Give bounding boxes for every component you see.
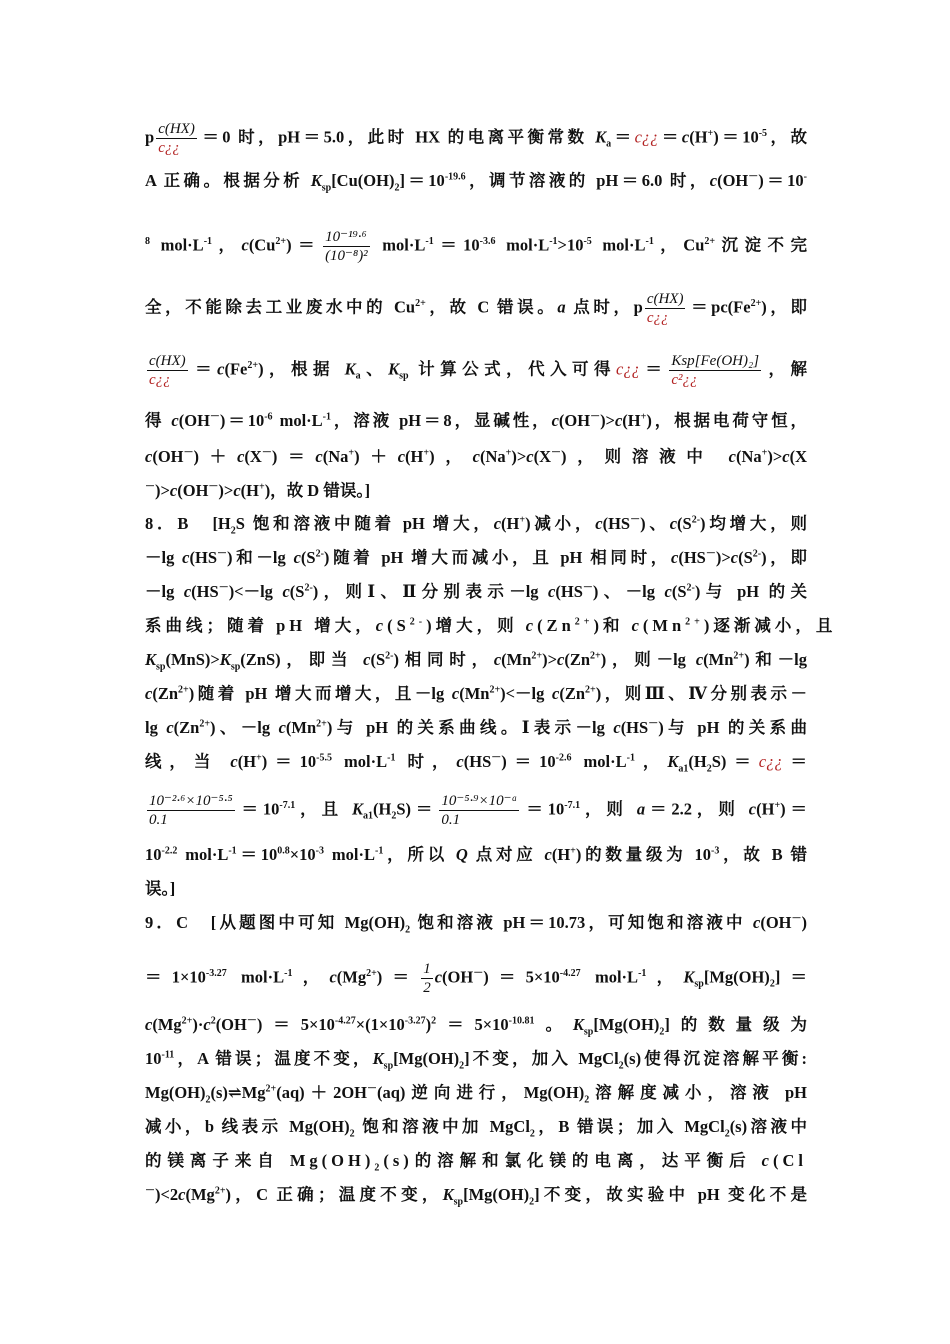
text-line-16: 线，当 $c(H^+)=10^{-5.5}$ $mol\cdot L^{-1}$ 时，$c(HS^-)=10^{-2.6}$ $mol\cdot L^{-1}$，$K_{a1}(H_2S)=c¿¿=$ — [145, 752, 808, 775]
fraction-ka2: $\frac{\text{10⁻⁵·⁹×10⁻ᵃ}}{0.1}$ — [441, 793, 518, 828]
text-line-27: $^-)<2c(Mg^{2+})$，C 正确；温度不变，$K_{sp}[Mg(OH)_2]$不变，故实验中 pH 变化不是 — [145, 1185, 807, 1208]
fraction-hx: $\frac{c(HX)}{c¿¿}$ — [158, 121, 195, 156]
text-line-12: 系曲线；随着 pH 增大，$c(S^{2-})$增大，则 $c(Zn^{2+})$和 $c(Mn^{2+})$逐渐减小，且 — [145, 616, 837, 635]
text-line-25: 减小，b 线表示 $Mg(OH)_2$ 饱和溶液中加 MgCl$_2$，B 错误；加入 MgCl$_2$(s)溶液中 — [145, 1117, 807, 1140]
text-line-14: $c(Zn^{2+})$随着 pH 增大而增大，且－lg $c(Mn^{2+})<-\lg$ $c(Zn^{2+})$，则Ⅲ、Ⅳ分别表示－ — [145, 684, 808, 703]
text-line-13: $K_{sp}(MnS)>K_{sp}(ZnS)$，即当 $c(S^{2-})$相同时，$c(Mn^{2+})>c(Zn^{2+})$，则－lg $c(Mn^{2+})$和－lg — [145, 650, 807, 673]
text-line-2: A 正确。根据分析 $K_{sp}[Cu(OH)_2]=10^{-19.6}$，调节溶液的 pH＝6.0 时，c(OH－)＝10- — [145, 171, 807, 194]
text-line-26: 的镁离子来自 $Mg(OH)_2(s)$的溶解和氯化镁的电离，达平衡后 c(Cl — [145, 1151, 807, 1174]
text-line-24: $Mg(OH)_2(s)\rightleftharpoons Mg^{2+}(aq)+2OH^-(aq)$逆向进行，$Mg(OH)_2$溶解度减小，溶液 pH — [145, 1083, 807, 1106]
text-line-6: 得 $c(OH^-)=10^{-6}$ $mol\cdot L^{-1}$，溶液 pH＝8，显碱性，c(OH－)>c(H+)，根据电荷守恒， — [145, 411, 808, 430]
text-line-22: $c(Mg^{2+})\cdot c^2(OH^-)=5\times 10^{-4.27}\times(1\times 10^{-3.27})^2=5\times 10^{-10.81}$。$K_{sp}[Mg(OH)_2]$的数量级为 — [145, 1015, 808, 1038]
text-line-4: 全，不能除去工业废水中的 $Cu^{2+}$，故 C 错误。a 点时，p $\frac{c(HX)}{c¿¿}$ $=pc(Fe^{2+})$，即 — [145, 291, 807, 326]
text-line-1: p $\frac{c(HX)}{c¿¿}$ ＝0 时，pH＝5.0，此时 HX 的电离平衡常数 $K_a=c¿¿=c(H^+)=10^{-5}$，故 — [145, 121, 808, 156]
text-line-18: $10^{-2.2}$ $mol\cdot L^{-1}=10^{0.8}\times 10^{-3}$ $mol\cdot L^{-1}$，所以 Q 点对应 c(H+)的数量级为 $10^{-3}$，故 B 错 — [145, 845, 808, 864]
text-line-11: －lg c(HS－)<－lg $c(S^{2-})$，则Ⅰ、Ⅱ分别表示－lg c(HS－)、－lg $c(S^{2-})$与 pH 的关 — [145, 582, 808, 601]
fraction-fe: $\frac{\text{Ksp[Fe(OH)₂]}}{\text{c²¿¿}}$ — [671, 353, 760, 388]
text-line-23: $10^{-11}$，A 错误；温度不变，$K_{sp}[Mg(OH)_2]$不变，加入 MgCl$_2$(s)使得沉淀溶解平衡: — [145, 1049, 807, 1072]
fraction-hx-3: $\frac{c(HX)}{c¿¿}$ — [149, 353, 186, 388]
text-line-7: c(OH－)＋c(X－)＝c(Na+)＋c(H+)，c(Na+)>c(X－)，则溶液中 c(Na+)>c(X — [145, 447, 807, 466]
text-line-21: $=1\times 10^{-3.27}$ $mol\cdot L^{-1}$，$c(Mg^{2+})=$ $\frac{1}{2}$ $c(OH^-)=5\times 10^{-4.27}$ $mol\cdot L^{-1}$，$K_{sp}[Mg(OH)_2]=$ — [145, 961, 808, 996]
text-line-9: 8．B [$H_2S$ 饱和溶液中随着 pH 增大，c(H+)减小，c(HS－)、$c(S^{2-})$均增大，则 — [145, 514, 808, 537]
fraction-half: $\frac{1}{2}$ — [423, 961, 431, 996]
text-line-5: $\frac{c(HX)}{c¿¿}$ $=c(Fe^{2+})$，根据 $K_a$、$K_{sp}$ 计算公式，代入可得c¿¿＝ $\frac{\text{Ksp[Fe(OH)₂]}}{\text{c²¿¿}}$ ，解 — [149, 353, 808, 388]
text-line-10: －lg c(HS－)和－lg $c(S^{2-})$随着 pH 增大而减小，且 pH 相同时，$c(HS^-)>c(S^{2-})$，即 — [145, 548, 808, 567]
text-line-15: $\lg c(Zn^{2+})$、－lg $c(Mn^{2+})$与 pH 的关系曲线。Ⅰ表示－lg c(HS－)与 pH 的关系曲 — [145, 718, 807, 737]
fraction-ka1: $\frac{\text{10⁻²·⁶×10⁻⁵·⁵}}{0.1}$ — [149, 793, 233, 828]
text-line-20: 9．C [从题图中可知 $Mg(OH)_2$ 饱和溶液 pH＝10.73，可知饱和溶液中 c(OH－) — [145, 913, 807, 936]
fraction-cu: $\frac{\text{10⁻¹⁹·⁶}}{\text{(10⁻⁸)²}}$ — [325, 229, 368, 264]
text-line-8: －)>c(OH－)>c(H+)，故 D 错误。] — [145, 481, 371, 500]
text-line-19: 误。] — [145, 879, 176, 898]
text-line-17: $\frac{\text{10⁻²·⁶×10⁻⁵·⁵}}{0.1}$ $=10^{-7.1}$，且 $K_{a1}(H_2S)=$ $\frac{\text{10⁻⁵·⁹×10⁻ᵃ}}{0.1}$ $=10^{-7.1}$，则 a＝2.2，则 c(H+)＝ — [149, 793, 808, 828]
fraction-hx-2: $\frac{c(HX)}{c¿¿}$ — [646, 291, 684, 326]
text-line-3: $^8$ $mol\cdot L^{-1}$，$c(Cu^{2+})=$ $\frac{\text{10⁻¹⁹·⁶}}{\text{(10⁻⁸)²}}$ $mol\cdot L^{-1}=10^{-3.6}$ $mol\cdot L^{-1}>10^{-5}$ $mol\cdot L^{-1}$，$Cu^{2+}$沉淀不完 — [145, 229, 807, 264]
